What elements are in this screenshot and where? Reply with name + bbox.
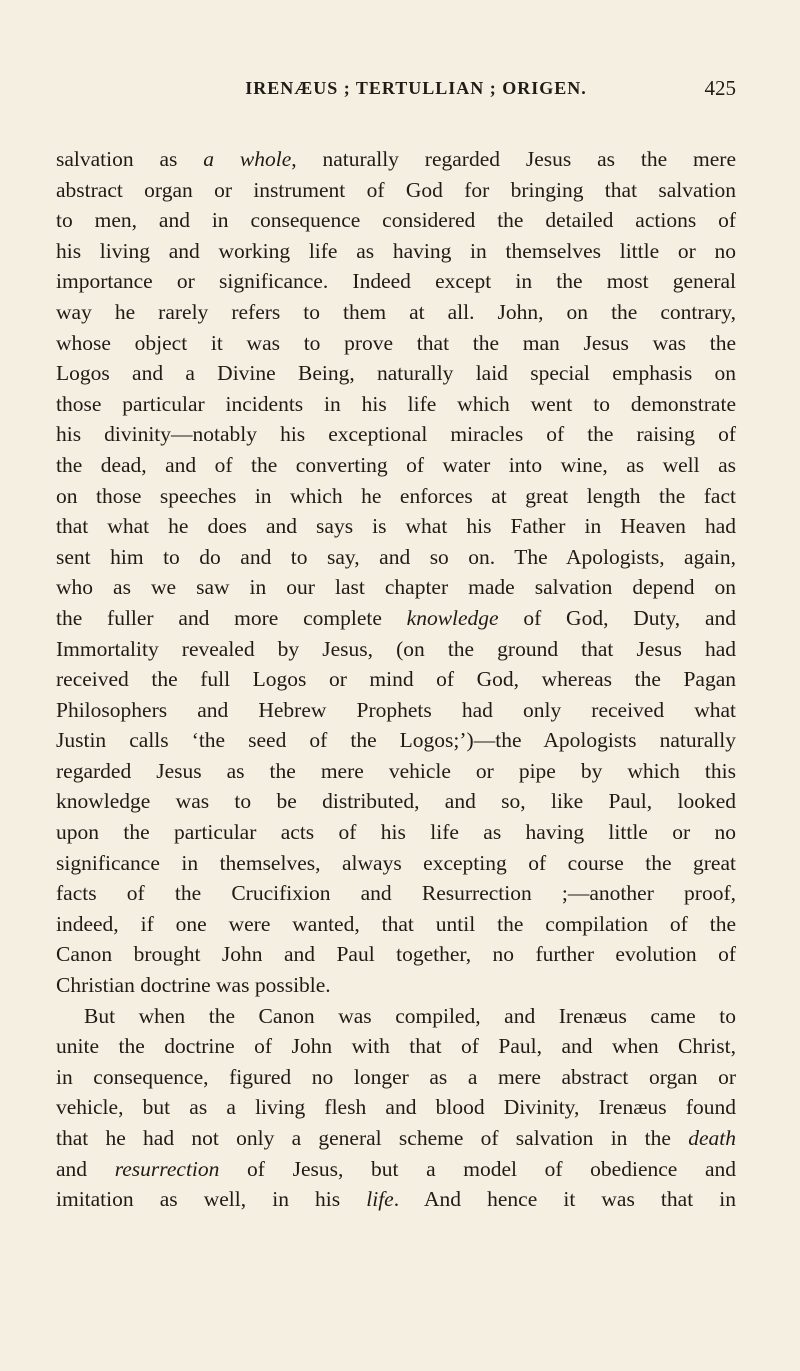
- text-line: [56, 419, 736, 450]
- text-line: [56, 664, 736, 695]
- text-line: [56, 358, 736, 389]
- text-line: [56, 878, 736, 909]
- text-segment: to men, and in consequence considered the detailed actions of: [56, 208, 736, 233]
- text-line: [56, 1031, 736, 1062]
- text-segment: unite the doctrine of John with that of Paul, and when Christ,: [56, 1034, 736, 1059]
- text-line: [56, 1154, 736, 1185]
- page-number: 425: [704, 76, 736, 100]
- text-line: [56, 1062, 736, 1093]
- running-head: [96, 78, 736, 108]
- text-segment: those particular incidents in his life which went to demonstrate: [56, 391, 736, 416]
- text-segment: facts of the Crucifixion and Resurrection ;—another proof,: [56, 881, 736, 906]
- text-line: [56, 970, 736, 1001]
- text-segment: But when the Canon was compiled, and Irenæus came to: [84, 1003, 736, 1028]
- text-segment: Canon brought John and Paul together, no further evolution of: [56, 942, 736, 967]
- text-segment: sent him to do and to say, and so on. The Apologists, again,: [56, 544, 736, 569]
- text-line: [56, 144, 736, 175]
- text-segment: abstract organ or instrument of God for bringing that salvation: [56, 177, 736, 202]
- text-segment: regarded Jesus as the mere vehicle or pipe by which this: [56, 758, 736, 783]
- text-segment: Immortality revealed by Jesus, (on the ground that Jesus had: [56, 636, 736, 661]
- text-line: [56, 939, 736, 970]
- text-line: [56, 909, 736, 940]
- text-segment: and: [56, 1156, 115, 1181]
- text-segment: salvation as: [56, 147, 204, 171]
- text-segment: received the full Logos or mind of God, whereas the Pagan: [56, 667, 736, 692]
- text-segment: Philosophers and Hebrew Prophets had only received what: [56, 697, 736, 722]
- italic-text: a whole: [203, 147, 292, 171]
- text-line: [56, 603, 736, 634]
- text-line: [56, 572, 736, 603]
- text-segment: . And hence it was that in: [393, 1187, 736, 1212]
- text-segment: imitation as well, in his: [56, 1187, 367, 1212]
- italic-text: resurrection: [114, 1156, 220, 1181]
- italic-text: knowledge: [406, 605, 499, 630]
- text-segment: his divinity—notably his exceptional miracles of the raising of: [56, 422, 736, 447]
- text-line: [56, 1184, 736, 1215]
- text-line: [56, 450, 736, 481]
- text-line: [56, 756, 736, 787]
- italic-text: life: [366, 1187, 394, 1212]
- text-segment: his living and working life as having in themselves little or no: [56, 238, 736, 263]
- text-line: [56, 1123, 736, 1154]
- text-line: [56, 328, 736, 359]
- text-segment: indeed, if one were wanted, that until the compilation of the: [56, 911, 736, 936]
- text-line: [56, 634, 736, 665]
- text-segment: of Jesus, but a model of obedience and: [219, 1156, 737, 1181]
- text-line: [56, 481, 736, 512]
- text-segment: that what he does and says is what his Father in Heaven had: [56, 514, 736, 539]
- text-segment: the fuller and more complete: [56, 605, 407, 630]
- text-segment: upon the particular acts of his life as having little or no: [56, 820, 736, 845]
- text-line: [56, 786, 736, 817]
- text-line: [56, 511, 736, 542]
- text-segment: Logos and a Divine Being, naturally laid special emphasis on: [56, 361, 736, 386]
- text-line: [56, 389, 736, 420]
- text-segment: on those speeches in which he enforces at great length the fact: [56, 483, 736, 508]
- text-segment: Christian doctrine was possible.: [56, 973, 331, 998]
- text-segment: way he rarely refers to them at all. John, on the contrary,: [56, 299, 736, 324]
- text-segment: importance or significance. Indeed except in the most general: [56, 269, 736, 294]
- text-line: [56, 695, 736, 726]
- text-line: [56, 817, 736, 848]
- running-title: IRENÆUS ; TERTULLIAN ; ORIGEN.: [245, 78, 587, 98]
- text-segment: significance in themselves, always excepting of course the great: [56, 850, 736, 875]
- text-line: [56, 848, 736, 879]
- body-text: [56, 144, 736, 1215]
- text-segment: vehicle, but as a living flesh and blood Divinity, Irenæus found: [56, 1095, 736, 1120]
- text-line: [56, 266, 736, 297]
- text-line: [56, 236, 736, 267]
- text-line: [56, 725, 736, 756]
- text-line: [56, 205, 736, 236]
- text-line: [56, 1001, 736, 1032]
- text-line: [56, 542, 736, 573]
- text-segment: of God, Duty, and: [498, 605, 736, 630]
- text-segment: in consequence, figured no longer as a mere abstract organ or: [56, 1064, 736, 1089]
- italic-text: death: [688, 1126, 736, 1150]
- text-segment: whose object it was to prove that the man Jesus was the: [56, 330, 736, 355]
- text-segment: the dead, and of the converting of water into wine, as well as: [56, 452, 736, 477]
- text-line: [56, 297, 736, 328]
- text-segment: that he had not only a general scheme of salvation in the: [56, 1126, 689, 1150]
- text-line: [56, 1092, 736, 1123]
- text-segment: , naturally regarded Jesus as the mere: [291, 147, 736, 171]
- text-segment: who as we saw in our last chapter made salvation depend on: [56, 575, 736, 600]
- text-line: [56, 175, 736, 206]
- text-segment: knowledge was to be distributed, and so, like Paul, looked: [56, 789, 736, 814]
- text-segment: Justin calls ‘the seed of the Logos;’)—the Apologists naturally: [56, 728, 736, 753]
